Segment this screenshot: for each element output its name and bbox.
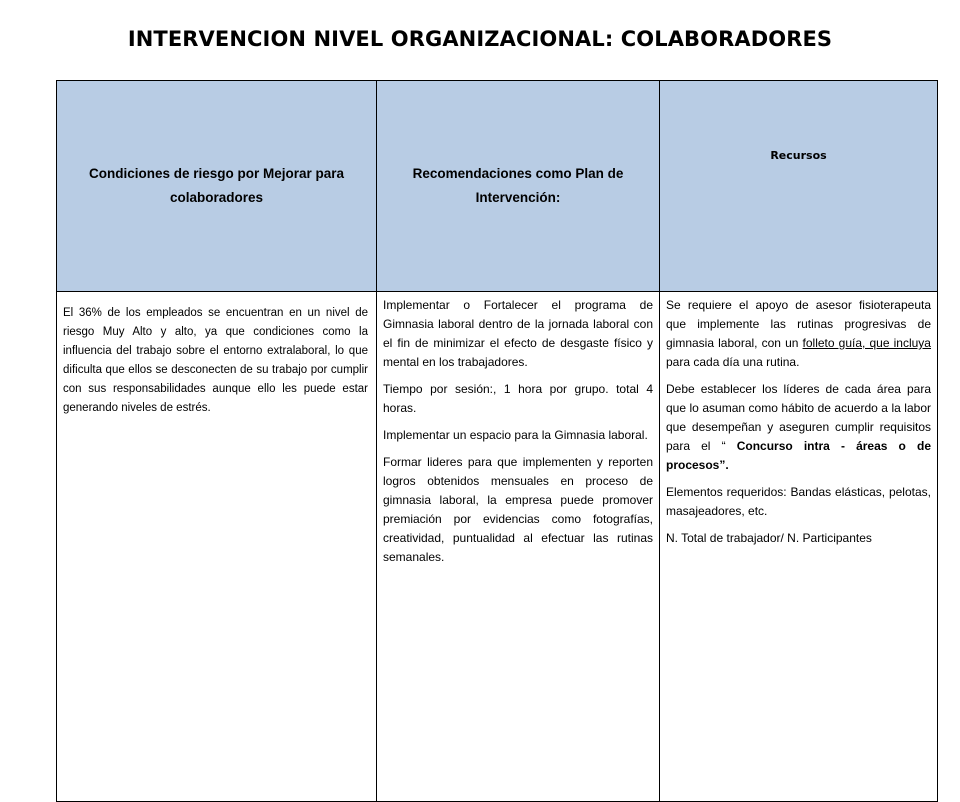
intervention-table xyxy=(56,80,938,802)
page-title: INTERVENCION NIVEL ORGANIZACIONAL: COLABORADORES xyxy=(127,27,833,51)
resource-physio-end: para cada día una rutina. xyxy=(666,355,800,369)
header-recommendations: Recomendaciones como Plan de Intervención: xyxy=(377,81,660,292)
resource-elements: Elementos requeridos: Bandas elásticas, pelotas, masajeadores, etc. xyxy=(666,485,931,518)
table-header-row xyxy=(57,81,938,292)
recommendation-space: Implementar un espacio para la Gimnasia laboral. xyxy=(383,428,648,442)
resource-physio-text: Se requiere el apoyo de asesor fisioterapeuta que implemente las rutinas progresivas de gimnasia laboral, con un xyxy=(666,298,931,350)
header-resources: Recursos xyxy=(660,81,938,292)
header-risk-conditions: Condiciones de riesgo por Mejorar para colaboradores xyxy=(57,81,377,292)
recommendation-session-time: Tiempo por sesión:, 1 hora por grupo. total 4 horas. xyxy=(383,382,653,415)
resource-leaders-text: Debe establecer los líderes de cada área para que lo asuman como hábito de acuerdo a la labor que desempeñan y aseguren cumplir requisitos para el “ xyxy=(666,382,931,453)
resource-indicator: N. Total de trabajador/ N. Participantes xyxy=(666,531,872,545)
recommendation-gymnastics: Implementar o Fortalecer el programa de Gimnasia laboral dentro de la jornada laboral con el fin de minimizar el efecto de desgaste físico y mental en los trabajadores. xyxy=(383,298,653,369)
cell-recommendations xyxy=(377,292,660,802)
resource-leaders xyxy=(666,380,931,475)
resource-physio xyxy=(666,296,931,372)
resource-guide-booklet: folleto guía, que incluya xyxy=(802,336,931,350)
table-row xyxy=(57,292,938,802)
cell-resources xyxy=(660,292,938,802)
resource-contest: Concurso intra - áreas o de procesos”. xyxy=(666,439,932,472)
recommendation-leaders: Formar lideres para que implementen y reporten logros obtenidos mensuales en proceso de gimnasia laboral, la empresa puede promover premiación por evidencias como fotografías, creatividad, puntualidad al efectuar las rutinas semanales. xyxy=(383,455,653,564)
cell-risk-conditions xyxy=(57,292,377,802)
risk-conditions-text: El 36% de los empleados se encuentran en un nivel de riesgo Muy Alto y alto, ya que condiciones como la influencia del trabajo sobre el entorno extralaboral, lo que dificulta que ellos se desconecten de su trabajo por cumplir con sus responsabilidades aunque ello les puede estar generando niveles de estrés. xyxy=(63,307,368,414)
